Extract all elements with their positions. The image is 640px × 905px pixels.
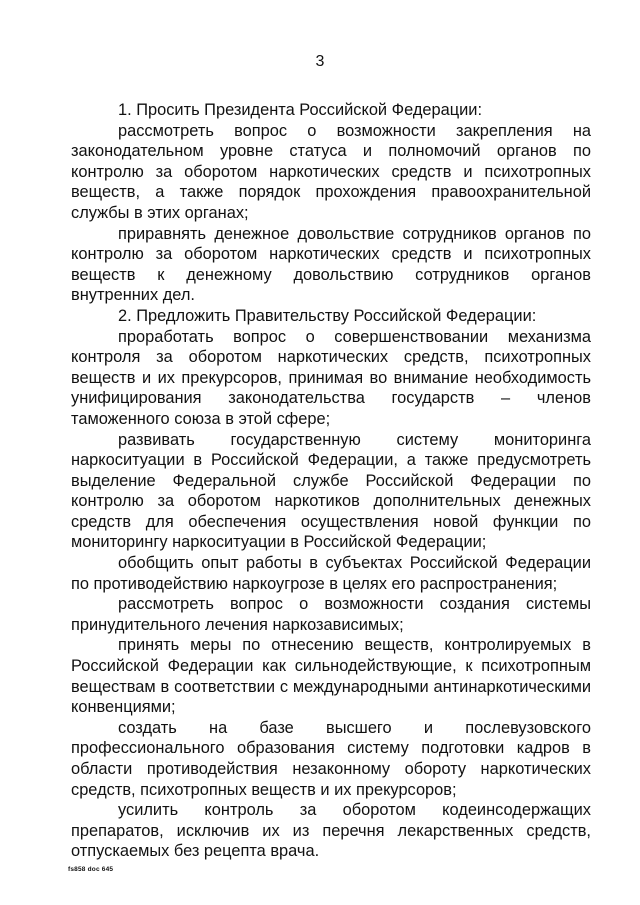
paragraph-4: 2. Предложить Правительству Российской Федерации:: [118, 306, 537, 325]
paragraph-6: развивать государственную систему мониторинга наркоситуации в Российской Федерации, а также предусмотреть выделение Федеральной службе Российской Федерации по контролю за оборотом наркотиков дополнительных денежных средств для обеспечения осуществления новой функции по мониторингу наркоситуации в Российской Федерации;: [71, 430, 591, 552]
paragraph-7: обобщить опыт работы в субъектах Российской Федерации по противодействию наркоугрозе в целях его распространения;: [71, 554, 591, 593]
paragraph-9: принять меры по отнесению веществ, контролируемых в Российской Федерации как сильнодействующие, к психотропным веществам в соответствии с международными антинаркотическими конвенциями;: [71, 636, 591, 717]
paragraph-11: усилить контроль за оборотом кодеинсодержащих препаратов, исключив их из перечня лекарственных средств, отпускаемых без рецепта врача.: [71, 801, 591, 861]
footer-document-code: fs858 doc 645: [68, 866, 114, 873]
document-body: [71, 100, 591, 862]
page-number: 3: [315, 53, 325, 70]
paragraph-3: приравнять денежное довольствие сотрудников органов по контролю за оборотом наркотических средств и психотропных веществ к денежному довольствию сотрудников органов внутренних дел.: [71, 224, 591, 305]
paragraph-10: создать на базе высшего и послевузовского профессионального образования систему подготовки кадров в области противодействия незаконному обороту наркотических средств, психотропных веществ и их прекурсоров;: [71, 718, 591, 799]
paragraph-1: 1. Просить Президента Российской Федерации:: [118, 101, 483, 119]
paragraph-5: проработать вопрос о совершенствовании механизма контроля за оборотом наркотических средств, психотропных веществ и их прекурсоров, принимая во внимание необходимость унифицирования законодательства государств – членов таможенного союза в этой сфере;: [71, 327, 591, 428]
paragraph-8: рассмотреть вопрос о возможности создания системы принудительного лечения наркозависимых;: [71, 595, 591, 634]
paragraph-2: рассмотреть вопрос о возможности закрепления на законодательном уровне статуса и полномочий органов по контролю за оборотом наркотических средств и психотропных веществ, а также порядок прохождения правоохранительной службы в этих органах;: [71, 121, 591, 222]
